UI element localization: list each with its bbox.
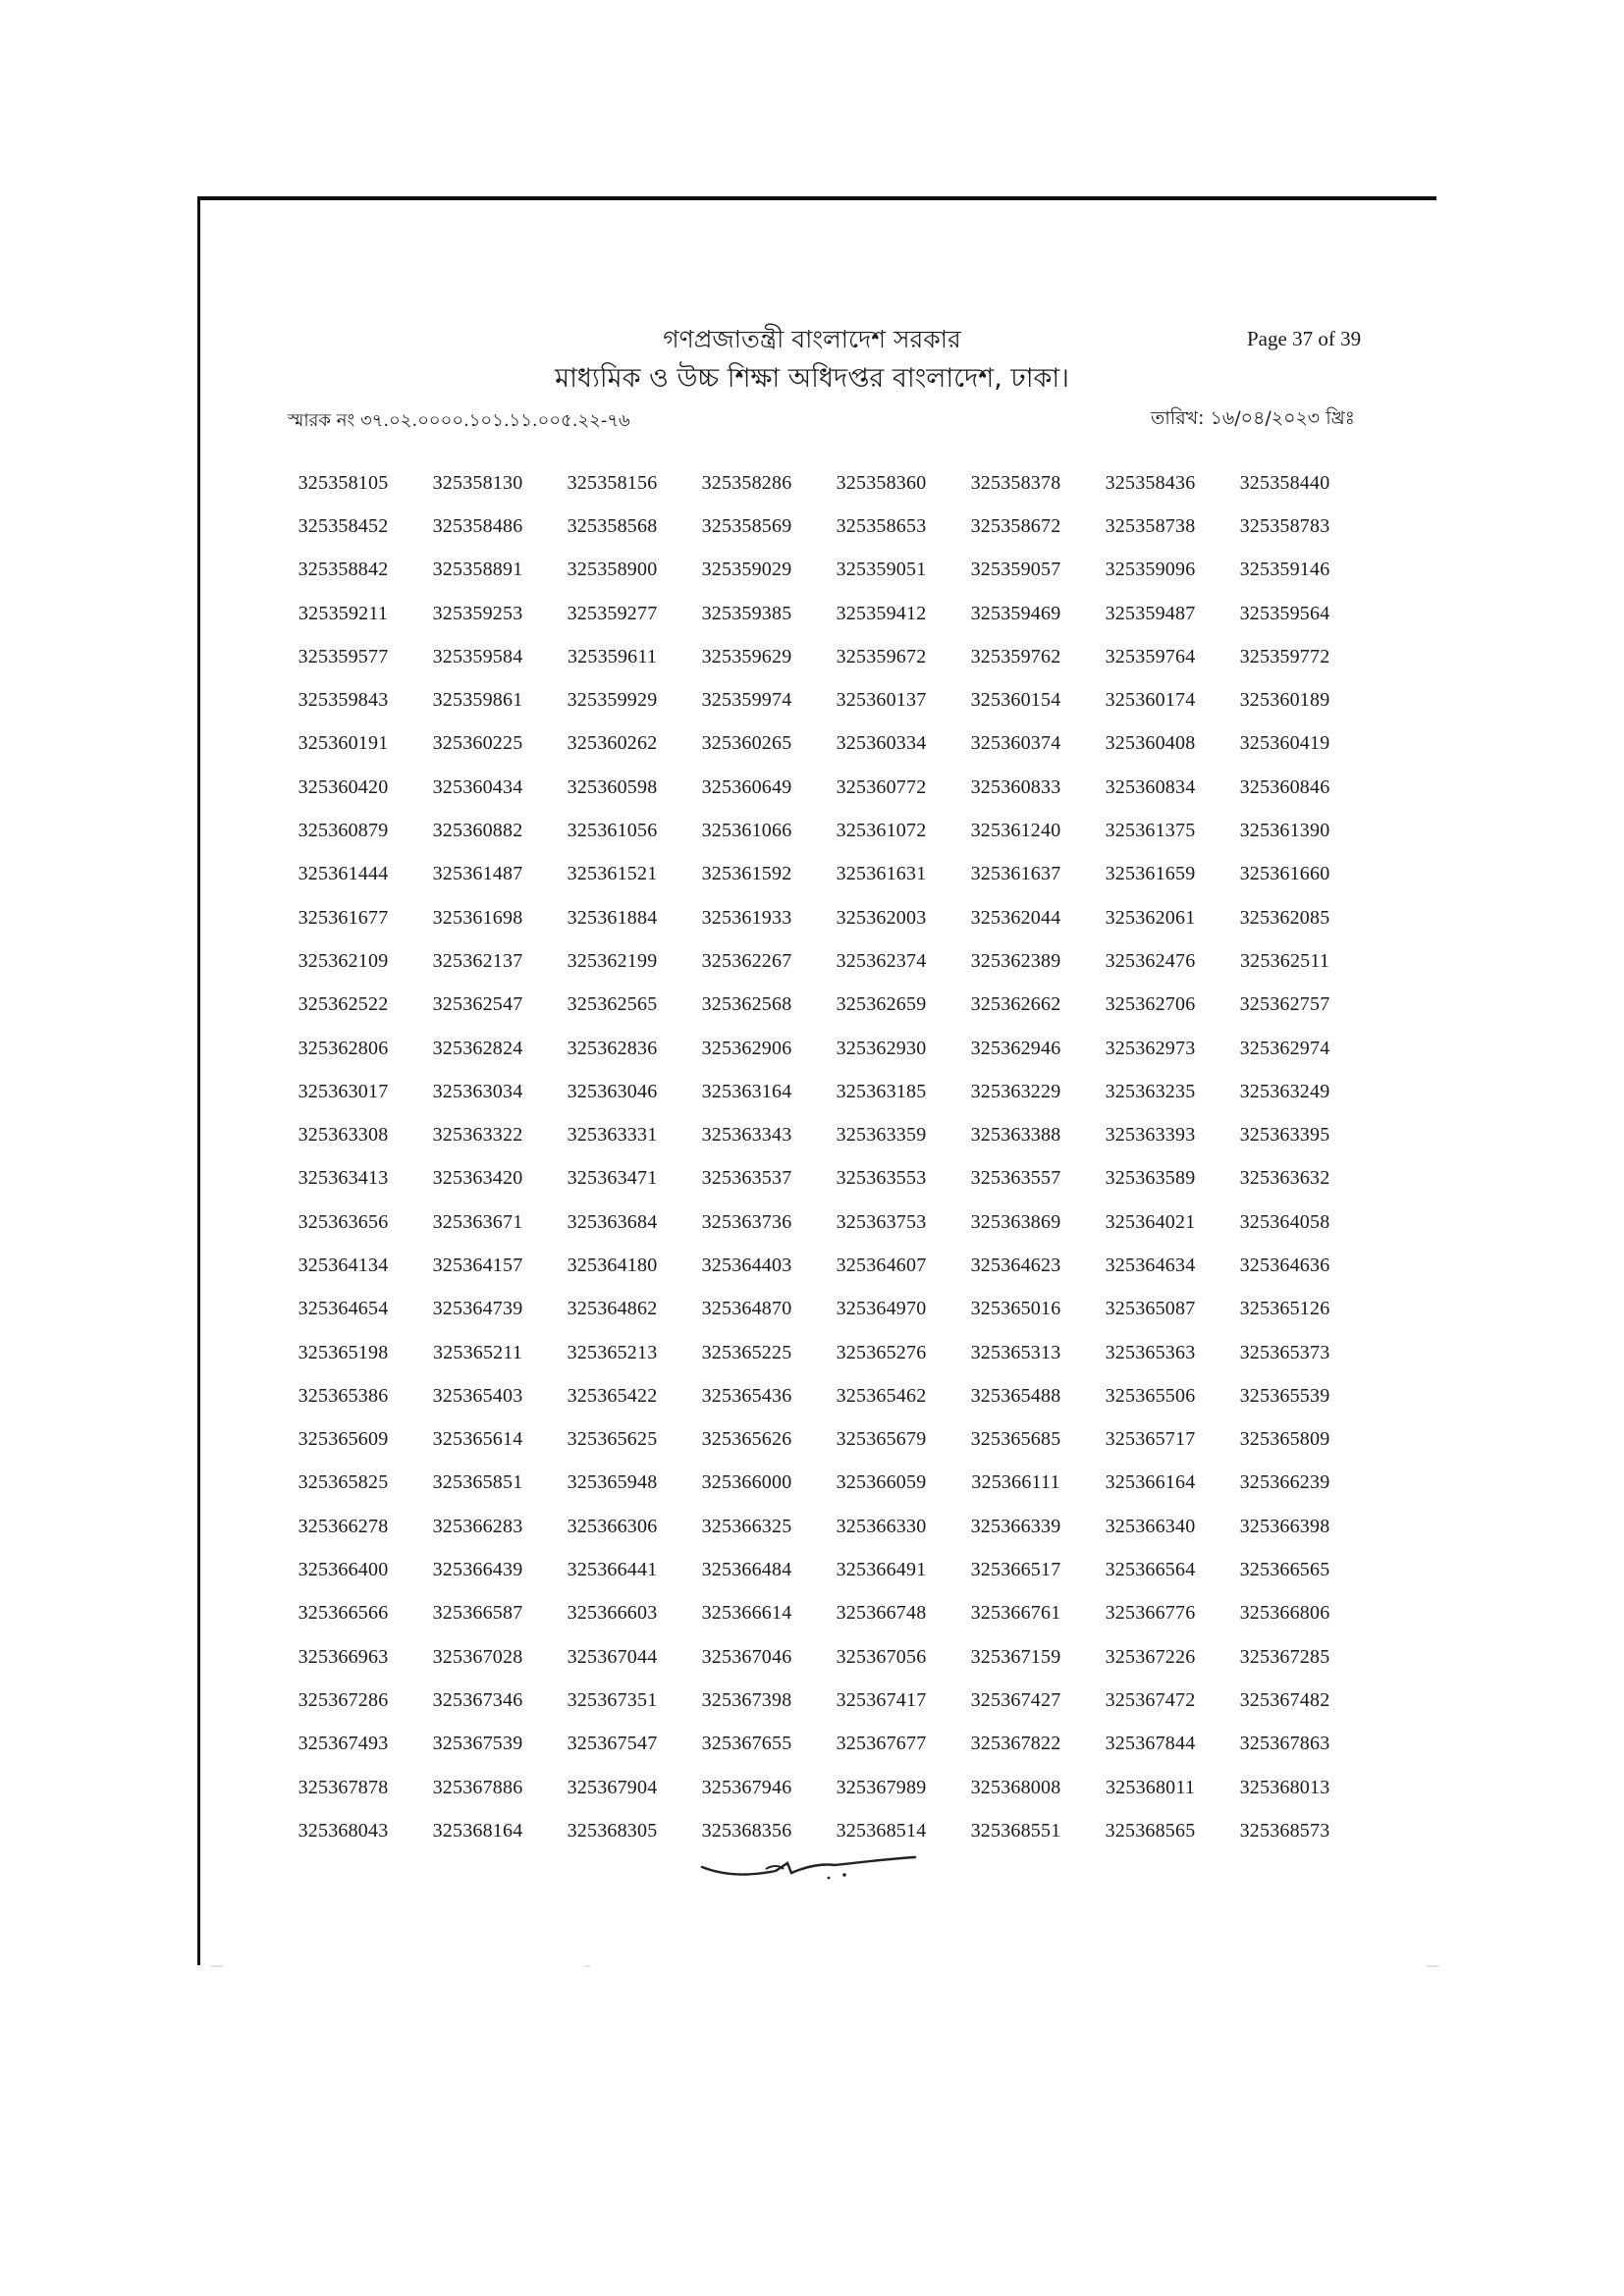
table-row bbox=[276, 1374, 1356, 1417]
roll-number-cell: 325361884 bbox=[567, 906, 658, 929]
roll-number-cell: 325366239 bbox=[1239, 1471, 1330, 1494]
roll-number-cell: 325361066 bbox=[701, 820, 792, 842]
table-row bbox=[276, 1157, 1356, 1201]
roll-number-cell: 325365488 bbox=[970, 1384, 1061, 1407]
roll-number-cell: 325359974 bbox=[701, 689, 792, 712]
roll-number-cell: 325367056 bbox=[836, 1645, 927, 1668]
roll-number-cell: 325366748 bbox=[836, 1602, 927, 1625]
roll-number-cell: 325362003 bbox=[836, 906, 927, 929]
table-row bbox=[276, 505, 1356, 548]
roll-number-cell: 325359412 bbox=[836, 602, 927, 624]
roll-number-cell: 325363034 bbox=[432, 1080, 523, 1102]
roll-number-cell: 325365462 bbox=[836, 1384, 927, 1407]
table-row bbox=[276, 1027, 1356, 1070]
roll-number-cell: 325366283 bbox=[432, 1515, 523, 1537]
roll-number-cell: 325359611 bbox=[567, 645, 658, 667]
roll-number-cell: 325366614 bbox=[701, 1602, 792, 1625]
roll-number-cell: 325358783 bbox=[1239, 514, 1330, 537]
roll-number-cell: 325367046 bbox=[701, 1645, 792, 1668]
roll-number-cell: 325362389 bbox=[970, 949, 1061, 972]
table-row bbox=[276, 766, 1356, 809]
roll-number-cell: 325364739 bbox=[432, 1298, 523, 1320]
roll-number-cell: 325363869 bbox=[970, 1210, 1061, 1233]
roll-number-cell: 325365809 bbox=[1239, 1428, 1330, 1451]
roll-number-cell: 325364134 bbox=[298, 1254, 389, 1276]
roll-number-cell: 325366806 bbox=[1239, 1602, 1330, 1625]
roll-number-cell: 325358568 bbox=[567, 514, 658, 537]
roll-number-cell: 325359577 bbox=[298, 645, 389, 667]
table-row bbox=[276, 1462, 1356, 1505]
roll-number-cell: 325365948 bbox=[567, 1471, 658, 1494]
table-row bbox=[276, 1723, 1356, 1766]
roll-number-cell: 325363017 bbox=[298, 1080, 389, 1102]
roll-number-cell: 325366111 bbox=[971, 1471, 1060, 1494]
table-row bbox=[276, 896, 1356, 939]
table-row bbox=[276, 1766, 1356, 1809]
roll-number-cell: 325365363 bbox=[1105, 1341, 1196, 1363]
roll-number-cell: 325365609 bbox=[298, 1428, 389, 1451]
roll-number-cell: 325367878 bbox=[298, 1776, 389, 1798]
roll-number-cell: 325362565 bbox=[567, 993, 658, 1016]
roll-number-cell: 325363393 bbox=[1105, 1124, 1196, 1147]
roll-number-cell: 325365403 bbox=[432, 1384, 523, 1407]
roll-number-cell: 325367285 bbox=[1239, 1645, 1330, 1668]
roll-number-cell: 325364021 bbox=[1105, 1210, 1196, 1233]
roll-number-cell: 325362836 bbox=[567, 1037, 658, 1059]
roll-number-cell: 325366761 bbox=[970, 1602, 1061, 1625]
roll-number-cell: 325365539 bbox=[1239, 1384, 1330, 1407]
roll-number-cell: 325365087 bbox=[1105, 1298, 1196, 1320]
roll-number-cell: 325362137 bbox=[432, 949, 523, 972]
roll-number-cell: 325359385 bbox=[701, 602, 792, 624]
roll-number-cell: 325368164 bbox=[432, 1819, 523, 1842]
table-row bbox=[276, 549, 1356, 592]
page-bottom-scan-marks bbox=[211, 1965, 1438, 1967]
roll-number-cell: 325359584 bbox=[432, 645, 523, 667]
roll-number-cell: 325359843 bbox=[298, 689, 389, 712]
roll-number-cell: 325366398 bbox=[1239, 1515, 1330, 1537]
roll-number-cell: 325363736 bbox=[701, 1210, 792, 1233]
roll-number-cell: 325360154 bbox=[970, 689, 1061, 712]
table-row bbox=[276, 1288, 1356, 1331]
roll-number-cell: 325366000 bbox=[701, 1471, 792, 1494]
roll-number-cell: 325358378 bbox=[970, 471, 1061, 494]
page-frame-top-border bbox=[197, 196, 1436, 200]
roll-number-cell: 325362109 bbox=[298, 949, 389, 972]
roll-number-cell: 325360420 bbox=[298, 775, 389, 798]
roll-number-cell: 325361637 bbox=[970, 863, 1061, 885]
table-row bbox=[276, 1635, 1356, 1679]
roll-number-cell: 325363308 bbox=[298, 1124, 389, 1147]
roll-number-cell: 325360598 bbox=[567, 775, 658, 798]
roll-number-cell: 325363331 bbox=[567, 1124, 658, 1147]
roll-number-cell: 325366565 bbox=[1239, 1559, 1330, 1581]
roll-number-cell: 325363322 bbox=[432, 1124, 523, 1147]
roll-number-cell: 325363185 bbox=[836, 1080, 927, 1102]
roll-number-cell: 325366339 bbox=[970, 1515, 1061, 1537]
roll-number-cell: 325360419 bbox=[1239, 732, 1330, 755]
roll-number-cell: 325361677 bbox=[298, 906, 389, 929]
roll-number-cell: 325362044 bbox=[970, 906, 1061, 929]
roll-number-cell: 325367946 bbox=[701, 1776, 792, 1798]
roll-number-cell: 325359277 bbox=[567, 602, 658, 624]
roll-number-cell: 325366441 bbox=[567, 1559, 658, 1581]
roll-number-cell: 325367493 bbox=[298, 1733, 389, 1755]
roll-number-cell: 325368043 bbox=[298, 1819, 389, 1842]
roll-number-cell: 325362930 bbox=[836, 1037, 927, 1059]
roll-number-cell: 325363632 bbox=[1239, 1167, 1330, 1190]
roll-number-cell: 325367822 bbox=[970, 1733, 1061, 1755]
roll-number-cell: 325363229 bbox=[970, 1080, 1061, 1102]
roll-number-cell: 325360374 bbox=[970, 732, 1061, 755]
roll-number-cell: 325360649 bbox=[701, 775, 792, 798]
roll-number-cell: 325365313 bbox=[970, 1341, 1061, 1363]
roll-number-cell: 325361240 bbox=[970, 820, 1061, 842]
roll-number-cell: 325367904 bbox=[567, 1776, 658, 1798]
roll-number-cell: 325360262 bbox=[567, 732, 658, 755]
roll-number-cell: 325363553 bbox=[836, 1167, 927, 1190]
roll-number-cell: 325367226 bbox=[1105, 1645, 1196, 1668]
roll-number-cell: 325362906 bbox=[701, 1037, 792, 1059]
roll-number-cell: 325368514 bbox=[836, 1819, 927, 1842]
roll-number-cell: 325367427 bbox=[970, 1688, 1061, 1711]
roll-number-cell: 325358286 bbox=[701, 471, 792, 494]
roll-number-cell: 325362061 bbox=[1105, 906, 1196, 929]
roll-number-cell: 325358130 bbox=[432, 471, 523, 494]
roll-number-cell: 325366325 bbox=[701, 1515, 792, 1537]
roll-number-cell: 325359253 bbox=[432, 602, 523, 624]
roll-number-cell: 325360846 bbox=[1239, 775, 1330, 798]
roll-number-cell: 325368565 bbox=[1105, 1819, 1196, 1842]
roll-number-cell: 325363656 bbox=[298, 1210, 389, 1233]
roll-number-cell: 325364058 bbox=[1239, 1210, 1330, 1233]
roll-number-cell: 325368573 bbox=[1239, 1819, 1330, 1842]
roll-number-cell: 325367472 bbox=[1105, 1688, 1196, 1711]
roll-number-cell: 325367482 bbox=[1239, 1688, 1330, 1711]
table-row bbox=[276, 1113, 1356, 1156]
roll-number-cell: 325360434 bbox=[432, 775, 523, 798]
table-row bbox=[276, 1070, 1356, 1113]
roll-number-cell: 325367886 bbox=[432, 1776, 523, 1798]
roll-number-cell: 325358452 bbox=[298, 514, 389, 537]
roll-number-cell: 325366587 bbox=[432, 1602, 523, 1625]
table-row bbox=[276, 1201, 1356, 1244]
roll-number-cell: 325363557 bbox=[970, 1167, 1061, 1190]
roll-number-cell: 325367539 bbox=[432, 1733, 523, 1755]
roll-number-cell: 325363343 bbox=[701, 1124, 792, 1147]
roll-number-cell: 325367989 bbox=[836, 1776, 927, 1798]
roll-number-cell: 325362374 bbox=[836, 949, 927, 972]
roll-number-cell: 325359029 bbox=[701, 559, 792, 581]
signature bbox=[697, 1845, 923, 1895]
roll-number-cell: 325366776 bbox=[1105, 1602, 1196, 1625]
table-row bbox=[276, 1505, 1356, 1548]
roll-number-cell: 325365626 bbox=[701, 1428, 792, 1451]
roll-number-cell: 325358891 bbox=[432, 559, 523, 581]
roll-number-cell: 325358105 bbox=[298, 471, 389, 494]
roll-number-cell: 325362706 bbox=[1105, 993, 1196, 1016]
roll-number-cell: 325358900 bbox=[567, 559, 658, 581]
roll-number-cell: 325359672 bbox=[836, 645, 927, 667]
roll-number-cell: 325362806 bbox=[298, 1037, 389, 1059]
roll-number-cell: 325359629 bbox=[701, 645, 792, 667]
roll-number-cell: 325365016 bbox=[970, 1298, 1061, 1320]
roll-number-cell: 325364970 bbox=[836, 1298, 927, 1320]
roll-number-cell: 325359051 bbox=[836, 559, 927, 581]
roll-number-cell: 325365717 bbox=[1105, 1428, 1196, 1451]
roll-number-cell: 325362476 bbox=[1105, 949, 1196, 972]
roll-number-cell: 325359762 bbox=[970, 645, 1061, 667]
roll-number-cell: 325360772 bbox=[836, 775, 927, 798]
table-row bbox=[276, 1679, 1356, 1722]
roll-number-cell: 325365614 bbox=[432, 1428, 523, 1451]
roll-number-cell: 325365679 bbox=[836, 1428, 927, 1451]
roll-number-cell: 325368008 bbox=[970, 1776, 1061, 1798]
roll-number-cell: 325365373 bbox=[1239, 1341, 1330, 1363]
roll-number-cell: 325358738 bbox=[1105, 514, 1196, 537]
roll-number-cell: 325363537 bbox=[701, 1167, 792, 1190]
roll-number-cell: 325364623 bbox=[970, 1254, 1061, 1276]
roll-number-cell: 325360882 bbox=[432, 820, 523, 842]
government-title: গণপ্রজাতন্ত্রী বাংলাদেশ সরকার bbox=[663, 325, 961, 353]
roll-number-cell: 325359772 bbox=[1239, 645, 1330, 667]
roll-number-cell: 325362946 bbox=[970, 1037, 1061, 1059]
roll-number-cell: 325363395 bbox=[1239, 1124, 1330, 1147]
roll-number-cell: 325363388 bbox=[970, 1124, 1061, 1147]
roll-number-cell: 325365436 bbox=[701, 1384, 792, 1407]
roll-number-cell: 325364862 bbox=[567, 1298, 658, 1320]
roll-number-cell: 325363420 bbox=[432, 1167, 523, 1190]
roll-number-cell: 325367844 bbox=[1105, 1733, 1196, 1755]
roll-number-cell: 325360834 bbox=[1105, 775, 1196, 798]
roll-number-cell: 325362511 bbox=[1239, 949, 1330, 972]
table-row bbox=[276, 1244, 1356, 1287]
roll-number-cell: 325367677 bbox=[836, 1733, 927, 1755]
roll-number-cell: 325366278 bbox=[298, 1515, 389, 1537]
roll-number-cell: 325365625 bbox=[567, 1428, 658, 1451]
table-row bbox=[276, 1592, 1356, 1635]
roll-number-cell: 325366566 bbox=[298, 1602, 389, 1625]
page-frame-left-border bbox=[197, 196, 200, 1965]
roll-number-cell: 325364403 bbox=[701, 1254, 792, 1276]
roll-number-cell: 325359929 bbox=[567, 689, 658, 712]
table-row bbox=[276, 722, 1356, 766]
roll-number-cell: 325358156 bbox=[567, 471, 658, 494]
roll-number-cell: 325368551 bbox=[970, 1819, 1061, 1842]
table-row bbox=[276, 1418, 1356, 1462]
table-row bbox=[276, 1548, 1356, 1591]
roll-number-cell: 325365198 bbox=[298, 1341, 389, 1363]
roll-number-cell: 325366306 bbox=[567, 1515, 658, 1537]
roll-number-cell: 325363753 bbox=[836, 1210, 927, 1233]
roll-number-cell: 325359764 bbox=[1105, 645, 1196, 667]
roll-number-cell: 325358653 bbox=[836, 514, 927, 537]
roll-number-cell: 325363684 bbox=[567, 1210, 658, 1233]
roll-number-cell: 325361487 bbox=[432, 863, 523, 885]
roll-number-cell: 325362522 bbox=[298, 993, 389, 1016]
roll-number-cell: 325359564 bbox=[1239, 602, 1330, 624]
table-row bbox=[276, 984, 1356, 1027]
roll-number-cell: 325363164 bbox=[701, 1080, 792, 1102]
roll-number-cell: 325358436 bbox=[1105, 471, 1196, 494]
roll-number-cell: 325367398 bbox=[701, 1688, 792, 1711]
roll-number-cell: 325360408 bbox=[1105, 732, 1196, 755]
roll-number-cell: 325365506 bbox=[1105, 1384, 1196, 1407]
roll-number-cell: 325368011 bbox=[1105, 1776, 1196, 1798]
roll-number-cell: 325360137 bbox=[836, 689, 927, 712]
roll-number-cell: 325364180 bbox=[567, 1254, 658, 1276]
roll-number-cell: 325363249 bbox=[1239, 1080, 1330, 1102]
roll-number-cell: 325361631 bbox=[836, 863, 927, 885]
roll-number-cell: 325363413 bbox=[298, 1167, 389, 1190]
roll-number-cell: 325359487 bbox=[1105, 602, 1196, 624]
roll-number-cell: 325367044 bbox=[567, 1645, 658, 1668]
table-row bbox=[276, 461, 1356, 505]
roll-number-cell: 325359146 bbox=[1239, 559, 1330, 581]
roll-number-cell: 325367028 bbox=[432, 1645, 523, 1668]
roll-number-cell: 325366517 bbox=[970, 1559, 1061, 1581]
roll-number-cell: 325367863 bbox=[1239, 1733, 1330, 1755]
roll-number-cell: 325363359 bbox=[836, 1124, 927, 1147]
roll-number-cell: 325367346 bbox=[432, 1688, 523, 1711]
roll-number-cell: 325365126 bbox=[1239, 1298, 1330, 1320]
roll-number-cell: 325362547 bbox=[432, 993, 523, 1016]
table-row bbox=[276, 853, 1356, 896]
roll-number-cell: 325367159 bbox=[970, 1645, 1061, 1668]
roll-number-cell: 325363046 bbox=[567, 1080, 658, 1102]
roll-number-cell: 325361056 bbox=[567, 820, 658, 842]
roll-number-cell: 325364636 bbox=[1239, 1254, 1330, 1276]
roll-number-cell: 325364654 bbox=[298, 1298, 389, 1320]
roll-number-cell: 325364870 bbox=[701, 1298, 792, 1320]
roll-number-cell: 325365211 bbox=[432, 1341, 523, 1363]
roll-number-cell: 325360265 bbox=[701, 732, 792, 755]
roll-number-cell: 325358842 bbox=[298, 559, 389, 581]
roll-number-cell: 325359469 bbox=[970, 602, 1061, 624]
roll-number-cell: 325365386 bbox=[298, 1384, 389, 1407]
roll-number-cell: 325368356 bbox=[701, 1819, 792, 1842]
table-row bbox=[276, 1331, 1356, 1374]
roll-number-cell: 325361444 bbox=[298, 863, 389, 885]
roll-number-cell: 325361698 bbox=[432, 906, 523, 929]
roll-number-cell: 325365213 bbox=[567, 1341, 658, 1363]
roll-number-cell: 325359211 bbox=[298, 602, 389, 624]
roll-number-table bbox=[276, 461, 1356, 1853]
roll-number-cell: 325364157 bbox=[432, 1254, 523, 1276]
roll-number-cell: 325360833 bbox=[970, 775, 1061, 798]
document-date: তারিখ: ১৬/০৪/২০২৩ খ্রিঃ bbox=[1151, 407, 1355, 429]
roll-number-cell: 325358440 bbox=[1239, 471, 1330, 494]
roll-number-cell: 325362824 bbox=[432, 1037, 523, 1059]
roll-number-cell: 325366963 bbox=[298, 1645, 389, 1668]
roll-number-cell: 325361933 bbox=[701, 906, 792, 929]
table-row bbox=[276, 678, 1356, 721]
roll-number-cell: 325360225 bbox=[432, 732, 523, 755]
roll-number-cell: 325366400 bbox=[298, 1559, 389, 1581]
roll-number-cell: 325361592 bbox=[701, 863, 792, 885]
roll-number-cell: 325364634 bbox=[1105, 1254, 1196, 1276]
roll-number-cell: 325365422 bbox=[567, 1384, 658, 1407]
roll-number-cell: 325367655 bbox=[701, 1733, 792, 1755]
roll-number-cell: 325361659 bbox=[1105, 863, 1196, 885]
roll-number-cell: 325364607 bbox=[836, 1254, 927, 1276]
roll-number-cell: 325366564 bbox=[1105, 1559, 1196, 1581]
table-row bbox=[276, 939, 1356, 983]
roll-number-cell: 325358569 bbox=[701, 514, 792, 537]
roll-number-cell: 325360879 bbox=[298, 820, 389, 842]
roll-number-cell: 325367351 bbox=[567, 1688, 658, 1711]
roll-number-cell: 325363471 bbox=[567, 1167, 658, 1190]
roll-number-cell: 325368013 bbox=[1239, 1776, 1330, 1798]
table-row bbox=[276, 809, 1356, 852]
roll-number-cell: 325360174 bbox=[1105, 689, 1196, 712]
roll-number-cell: 325366059 bbox=[836, 1471, 927, 1494]
roll-number-cell: 325366491 bbox=[836, 1559, 927, 1581]
table-row bbox=[276, 635, 1356, 678]
roll-number-cell: 325359057 bbox=[970, 559, 1061, 581]
roll-number-cell: 325362662 bbox=[970, 993, 1061, 1016]
roll-number-cell: 325365685 bbox=[970, 1428, 1061, 1451]
roll-number-cell: 325365225 bbox=[701, 1341, 792, 1363]
roll-number-cell: 325359096 bbox=[1105, 559, 1196, 581]
roll-number-cell: 325362199 bbox=[567, 949, 658, 972]
roll-number-cell: 325358486 bbox=[432, 514, 523, 537]
directorate-title: মাধ্যমিক ও উচ্চ শিক্ষা অধিদপ্তর বাংলাদেশ, ঢাকা। bbox=[555, 363, 1069, 394]
roll-number-cell: 325359861 bbox=[432, 689, 523, 712]
roll-number-cell: 325367286 bbox=[298, 1688, 389, 1711]
roll-number-cell: 325366603 bbox=[567, 1602, 658, 1625]
roll-number-cell: 325362267 bbox=[701, 949, 792, 972]
roll-number-cell: 325360189 bbox=[1239, 689, 1330, 712]
roll-number-cell: 325366484 bbox=[701, 1559, 792, 1581]
roll-number-cell: 325358360 bbox=[836, 471, 927, 494]
roll-number-cell: 325362568 bbox=[701, 993, 792, 1016]
roll-number-cell: 325366439 bbox=[432, 1559, 523, 1581]
table-row bbox=[276, 592, 1356, 635]
roll-number-cell: 325362973 bbox=[1105, 1037, 1196, 1059]
roll-number-cell: 325361072 bbox=[836, 820, 927, 842]
roll-number-cell: 325368305 bbox=[567, 1819, 658, 1842]
roll-number-cell: 325361375 bbox=[1105, 820, 1196, 842]
roll-number-cell: 325358672 bbox=[970, 514, 1061, 537]
roll-number-cell: 325363671 bbox=[432, 1210, 523, 1233]
roll-number-cell: 325363235 bbox=[1105, 1080, 1196, 1102]
roll-number-cell: 325361521 bbox=[567, 863, 658, 885]
roll-number-cell: 325362085 bbox=[1239, 906, 1330, 929]
roll-number-cell: 325360334 bbox=[836, 732, 927, 755]
roll-number-cell: 325367417 bbox=[836, 1688, 927, 1711]
roll-number-cell: 325366340 bbox=[1105, 1515, 1196, 1537]
roll-number-cell: 325365276 bbox=[836, 1341, 927, 1363]
roll-number-cell: 325366330 bbox=[836, 1515, 927, 1537]
memo-number: স্মারক নং ৩৭.০২.০০০০.১০১.১১.০০৫.২২-৭৬ bbox=[288, 410, 630, 431]
page-number: Page 37 of 39 bbox=[1247, 327, 1362, 350]
roll-number-cell: 325360191 bbox=[298, 732, 389, 755]
roll-number-cell: 325361660 bbox=[1239, 863, 1330, 885]
roll-number-cell: 325362757 bbox=[1239, 993, 1330, 1016]
roll-number-cell: 325366164 bbox=[1105, 1471, 1196, 1494]
roll-number-cell: 325361390 bbox=[1239, 820, 1330, 842]
roll-number-cell: 325363589 bbox=[1105, 1167, 1196, 1190]
roll-number-cell: 325367547 bbox=[567, 1733, 658, 1755]
roll-number-cell: 325362659 bbox=[836, 993, 927, 1016]
roll-number-cell: 325362974 bbox=[1239, 1037, 1330, 1059]
roll-number-cell: 325365851 bbox=[432, 1471, 523, 1494]
roll-number-cell: 325365825 bbox=[298, 1471, 389, 1494]
